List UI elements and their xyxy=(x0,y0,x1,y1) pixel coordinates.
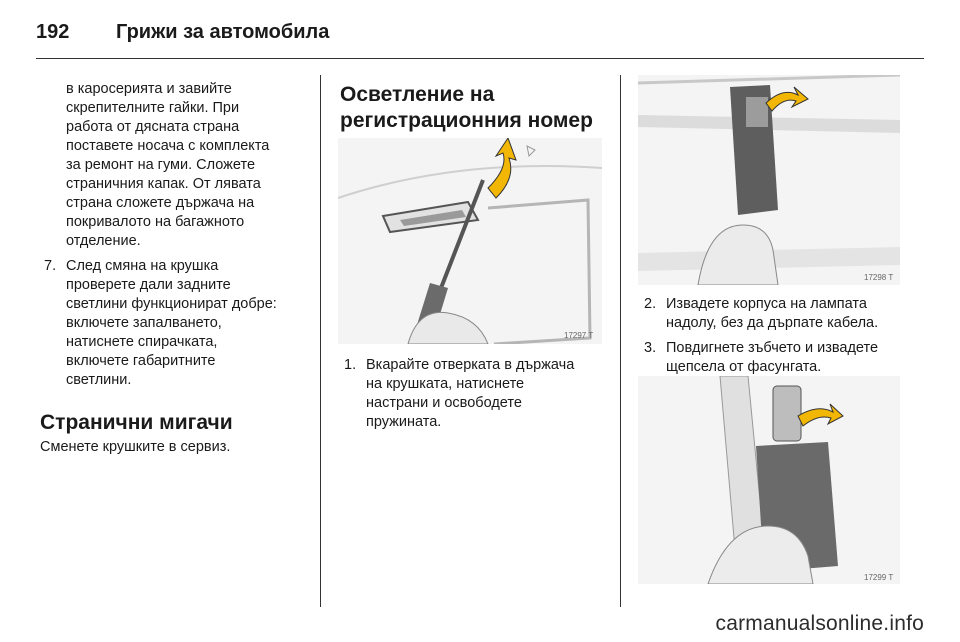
text-line: проверете дали задните xyxy=(66,277,231,293)
step-number: 7. xyxy=(44,258,57,274)
license-plate-light-image xyxy=(338,138,602,344)
text-line: Извадете корпуса на лампата xyxy=(666,296,867,312)
socket-illustration xyxy=(638,376,900,584)
step-number: 1. xyxy=(344,357,357,373)
text-line: щепсела от фасунгата. xyxy=(666,359,822,375)
step-7 xyxy=(40,257,312,390)
license-plate-heading-line: регистрационния номер xyxy=(340,109,593,132)
text-line: покривалото на багажното xyxy=(66,214,245,230)
column-divider-right xyxy=(620,75,621,607)
step-2 xyxy=(640,295,908,333)
image-reference: 17297 T xyxy=(564,331,594,340)
side-blinkers-text: Сменете крушките в сервиз. xyxy=(40,439,231,455)
text-line: страничния капак. От лявата xyxy=(66,176,261,192)
text-line: на крушката, натиснете xyxy=(366,376,525,392)
continuation-text xyxy=(40,80,312,251)
section-title: Грижи за автомобила xyxy=(116,21,330,43)
lamp-housing-illustration xyxy=(638,75,900,285)
middle-steps xyxy=(340,356,612,432)
text-line: натиснете спирачката, xyxy=(66,334,218,350)
text-line: светлини функционират добре: xyxy=(66,296,277,312)
left-column xyxy=(40,80,312,457)
image-reference: 17299 T xyxy=(864,573,894,582)
right-steps xyxy=(640,295,908,377)
side-blinkers-heading: Странични мигачи xyxy=(40,411,233,434)
text-line: След смяна на крушка xyxy=(66,258,219,274)
text-line: включете запалването, xyxy=(66,315,222,331)
text-line: страна сложете държача на xyxy=(66,195,255,211)
step-number: 2. xyxy=(644,296,657,312)
watermark: carmanualsonline.info xyxy=(715,612,924,635)
step-3 xyxy=(640,339,908,377)
text-line: поставете носача с комплекта xyxy=(66,138,270,154)
text-line: настрани и освободете xyxy=(366,395,522,411)
step-number: 3. xyxy=(644,340,657,356)
text-line: отделение. xyxy=(66,233,141,249)
screwdriver-illustration xyxy=(338,138,602,344)
text-line: пружината. xyxy=(366,414,442,430)
column-divider-left xyxy=(320,75,321,607)
text-line: в каросерията и завийте xyxy=(66,81,232,97)
text-line: включете габаритните xyxy=(66,353,216,369)
socket-image xyxy=(638,376,900,584)
image-reference: 17298 T xyxy=(864,273,894,282)
text-line: светлини. xyxy=(66,372,132,388)
license-plate-heading-line: Осветление на xyxy=(340,83,495,106)
header-rule xyxy=(36,58,924,59)
text-line: за ремонт на гуми. Сложете xyxy=(66,157,256,173)
lamp-housing-image xyxy=(638,75,900,285)
step-1 xyxy=(340,356,612,432)
text-line: Вкарайте отверката в държача xyxy=(366,357,575,373)
middle-column xyxy=(340,82,610,134)
text-line: надолу, без да дърпате кабела. xyxy=(666,315,879,331)
text-line: скрепителните гайки. При xyxy=(66,100,240,116)
text-line: работа от дясната страна xyxy=(66,119,240,135)
text-line: Повдигнете зъбчето и извадете xyxy=(666,340,879,356)
page-number: 192 xyxy=(36,21,70,43)
